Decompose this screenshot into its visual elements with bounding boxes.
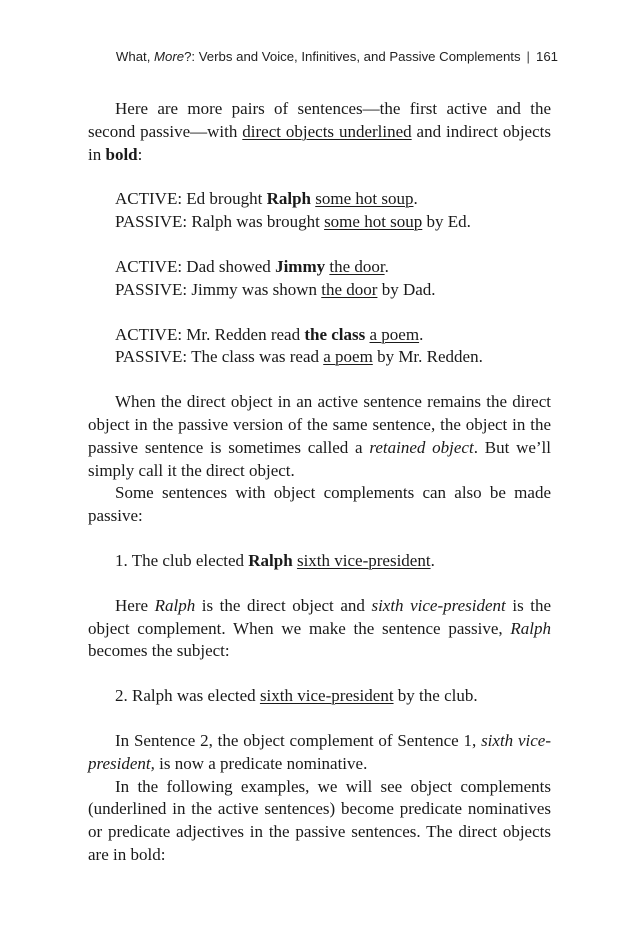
page-number: 161	[535, 49, 558, 64]
example-sentence-2: 2. Ralph was elected sixth vice-president by the club.	[115, 686, 478, 706]
object-complement-paragraph: Some sentences with object complements can also be made passive:	[88, 483, 551, 526]
active-sentence: ACTIVE: Mr. Redden read the class a poem.	[115, 324, 424, 344]
sentence-2-paragraph: In Sentence 2, the object complement of Sentence 1, sixth vice-president, is now a predicate nominative.	[88, 730, 551, 773]
sentence-pair	[88, 188, 551, 234]
retained-object-paragraph: When the direct object in an active sentence remains the direct object in the passive version of the same sentence, the object in the passive sentence is sometimes called a retained object. But we’ll simply call it the direct object.	[88, 392, 552, 480]
sentence-pair	[88, 324, 551, 370]
example-sentence-1: 1. The club elected Ralph sixth vice-president.	[115, 550, 435, 570]
passive-sentence: PASSIVE: The class was read a poem by Mr. Redden.	[115, 347, 483, 367]
page-body	[88, 98, 551, 867]
passive-sentence: PASSIVE: Ralph was brought some hot soup by Ed.	[115, 212, 471, 232]
header-separator: |	[526, 49, 530, 64]
following-examples-paragraph: In the following examples, we will see object complements (underlined in the active sentences) become predicate nominatives or predicate adjectives in the passive sentences. The direct objects are in bold:	[88, 776, 551, 864]
active-sentence: ACTIVE: Ed brought Ralph some hot soup.	[115, 189, 418, 209]
active-sentence: ACTIVE: Dad showed Jimmy the door.	[115, 256, 389, 276]
running-header	[116, 49, 558, 64]
intro-paragraph: Here are more pairs of sentences—the first active and the second passive—with direct objects underlined and indirect objects in bold:	[88, 99, 551, 164]
sentence-pair	[88, 256, 551, 302]
explanation-paragraph: Here Ralph is the direct object and sixth vice-president is the object complement. When we make the sentence passive, Ralph becomes the subject:	[88, 595, 552, 661]
header-title: What, More?: Verbs and Voice, Infinitives, and Passive Complements	[115, 49, 521, 64]
passive-sentence: PASSIVE: Jimmy was shown the door by Dad.	[115, 279, 436, 299]
